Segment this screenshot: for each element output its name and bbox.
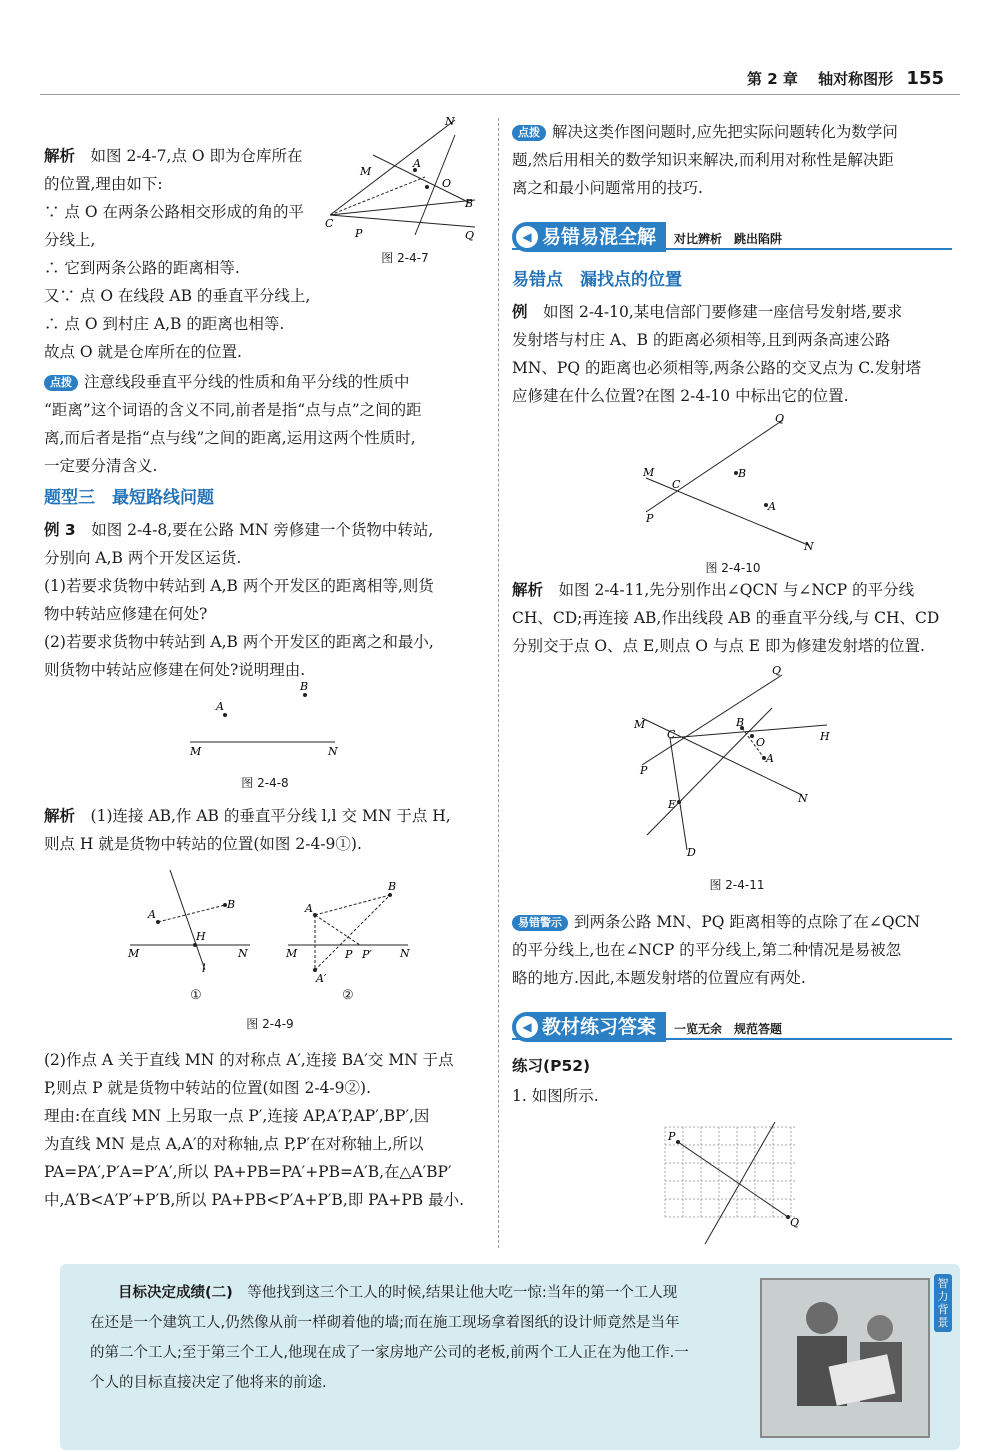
footer-text bbox=[90, 1278, 810, 1398]
header-divider bbox=[40, 94, 960, 95]
banner-answers bbox=[512, 1012, 952, 1042]
banner-text: 易错易混全解 bbox=[542, 226, 657, 248]
banner-subtitle: 对比辨析 跳出陷阱 bbox=[674, 232, 783, 246]
svg-text:M: M bbox=[634, 718, 646, 731]
svg-text:N: N bbox=[804, 540, 814, 553]
figure-2-4-7-drawing bbox=[325, 115, 485, 245]
svg-text:Q: Q bbox=[465, 229, 475, 242]
text-line: 发射塔与村庄 A、B 的距离必须相等,且到两条高速公路 bbox=[512, 331, 891, 349]
svg-text:N: N bbox=[798, 792, 808, 805]
svg-text:M: M bbox=[190, 745, 202, 758]
tip-1 bbox=[44, 368, 484, 480]
banner-mistakes bbox=[512, 222, 952, 252]
text-line: P,则点 P 就是货物中转站的位置(如图 2-4-9②). bbox=[44, 1079, 372, 1097]
grid-figure bbox=[660, 1122, 810, 1247]
banner-text: 教材练习答案 bbox=[542, 1016, 657, 1038]
text-line: (2)若要求货物中转站到 A,B 两个开发区的距离之和最小, bbox=[44, 633, 434, 651]
figure-2-4-9 bbox=[120, 860, 420, 1035]
analysis-1 bbox=[44, 142, 334, 366]
svg-text:H: H bbox=[196, 930, 206, 943]
svg-text:E: E bbox=[668, 798, 677, 811]
text-line: 又∵ 点 O 在线段 AB 的垂直平分线上, bbox=[44, 287, 311, 305]
text-line: 到两条公路 MN、PQ 距离相等的点除了在∠QCN bbox=[574, 913, 921, 931]
tip-2 bbox=[512, 118, 952, 202]
text-line: 理由:在直线 MN 上另取一点 P′,连接 AP,A′P,AP′,BP′,因 bbox=[44, 1107, 430, 1125]
text-line: 的位置,理由如下: bbox=[44, 175, 163, 193]
svg-text:P: P bbox=[646, 512, 654, 525]
svg-text:B: B bbox=[465, 197, 474, 210]
banner-subtitle: 一览无余 规范答题 bbox=[674, 1022, 783, 1036]
workers-illustration-drawing bbox=[762, 1280, 928, 1436]
text-line: (2)作点 A 关于直线 MN 的对称点 A′,连接 BA′交 MN 于点 bbox=[44, 1051, 454, 1069]
sub-caption-2: ② bbox=[342, 988, 354, 1003]
example-4 bbox=[512, 298, 952, 410]
figure-2-4-11 bbox=[632, 660, 842, 890]
svg-text:P: P bbox=[640, 764, 648, 777]
warning bbox=[512, 908, 952, 992]
figure-2-4-11-drawing bbox=[632, 660, 842, 860]
svg-text:l: l bbox=[202, 962, 206, 975]
svg-text:Q: Q bbox=[790, 1216, 800, 1229]
figure-caption: 图 2-4-9 bbox=[246, 1017, 294, 1031]
text-line: 分别向 A,B 两个开发区运货. bbox=[44, 549, 242, 567]
mistake-title: 易错点 漏找点的位置 bbox=[512, 270, 682, 290]
svg-text:Q: Q bbox=[775, 412, 785, 425]
svg-text:C: C bbox=[325, 217, 334, 230]
footer-title: 目标决定成绩(二) bbox=[118, 1285, 233, 1301]
text-line: PA=PA′,P′A=P′A′,所以 PA+PB=PA′+PB=A′B,在△A′BP′ bbox=[44, 1163, 452, 1181]
figure-2-4-8 bbox=[180, 680, 350, 790]
svg-text:P′: P′ bbox=[362, 948, 372, 961]
svg-text:N: N bbox=[400, 947, 410, 960]
figure-caption: 图 2-4-11 bbox=[709, 878, 765, 892]
svg-text:A: A bbox=[148, 908, 156, 921]
warning-badge: 易错警示 bbox=[512, 915, 568, 931]
text-line: ∵ 点 O 在两条公路相交形成的角的平 bbox=[44, 203, 304, 221]
banner-label bbox=[512, 1012, 666, 1042]
figure-2-4-10 bbox=[638, 410, 828, 575]
text-line: 注意线段垂直平分线的性质和角平分线的性质中 bbox=[84, 373, 410, 391]
analysis-2 bbox=[44, 802, 484, 858]
example-label: 例 bbox=[512, 303, 528, 321]
svg-text:N: N bbox=[328, 745, 338, 758]
column-divider bbox=[498, 118, 499, 1248]
svg-text:A′: A′ bbox=[316, 972, 327, 985]
text-line: 为直线 MN 是点 A,A′的对称轴,点 P,P′在对称轴上,所以 bbox=[44, 1135, 424, 1153]
text-line: 如图 2-4-7,点 O 即为仓库所在 bbox=[90, 147, 303, 165]
analysis-4 bbox=[512, 576, 952, 660]
svg-text:B: B bbox=[738, 467, 747, 480]
figure-caption: 图 2-4-8 bbox=[241, 776, 289, 790]
text-line: 应修建在什么位置?在图 2-4-10 中标出它的位置. bbox=[512, 387, 849, 405]
text-line: CH、CD;再连接 AB,作出线段 AB 的垂直平分线,与 CH、CD bbox=[512, 609, 940, 627]
text-line: 如图 2-4-11,先分别作出∠QCN 与∠NCP 的平分线 bbox=[558, 581, 915, 599]
side-tag: 智力背景 bbox=[934, 1274, 952, 1332]
text-line: “距离”这个词语的含义不同,前者是指“点与点”之间的距 bbox=[44, 401, 422, 419]
svg-text:A: A bbox=[768, 500, 776, 513]
tip-badge: 点拨 bbox=[44, 375, 78, 391]
megaphone-icon: ◀ bbox=[516, 226, 538, 248]
banner-label bbox=[512, 222, 666, 252]
text-line: 分别交于点 O、点 E,则点 O 与点 E 即为修建发射塔的位置. bbox=[512, 637, 925, 655]
question-1: 1. 如图所示. bbox=[512, 1087, 599, 1105]
grid-figure-drawing bbox=[660, 1122, 810, 1247]
figure-2-4-10-drawing bbox=[638, 410, 828, 555]
svg-text:B: B bbox=[736, 716, 745, 729]
svg-text:N: N bbox=[238, 947, 248, 960]
text-line: 解决这类作图问题时,应先把实际问题转化为数学问 bbox=[552, 123, 898, 141]
svg-text:H: H bbox=[820, 730, 830, 743]
analysis-label: 解析 bbox=[44, 807, 76, 825]
svg-text:O: O bbox=[442, 177, 452, 190]
practice-title: 练习(P52) bbox=[512, 1057, 591, 1075]
svg-text:P: P bbox=[355, 227, 363, 240]
figure-2-4-7 bbox=[325, 115, 485, 270]
megaphone-icon: ◀ bbox=[516, 1016, 538, 1038]
text-line: 则点 H 就是货物中转站的位置(如图 2-4-9①). bbox=[44, 835, 362, 853]
svg-text:O: O bbox=[756, 736, 766, 749]
example-3 bbox=[44, 516, 484, 684]
svg-text:A: A bbox=[766, 752, 774, 765]
svg-text:M: M bbox=[643, 466, 655, 479]
page-number: 155 bbox=[906, 68, 944, 89]
text-line: 离之和最小问题常用的技巧. bbox=[512, 179, 703, 197]
text-line: 物中转站应修建在何处? bbox=[44, 605, 208, 623]
svg-text:B: B bbox=[388, 880, 397, 893]
text-line: 略的地方.因此,本题发射塔的位置应有两处. bbox=[512, 969, 806, 987]
svg-text:M: M bbox=[128, 947, 140, 960]
text-line: 等他找到这三个工人的时候,结果让他大吃一惊:当年的第一个工人现 bbox=[247, 1285, 678, 1301]
text-line: 个人的目标直接决定了他将来的前途. bbox=[90, 1375, 327, 1391]
figure-caption: 图 2-4-7 bbox=[381, 251, 429, 265]
text-line: 则货物中转站应修建在何处?说明理由. bbox=[44, 661, 306, 679]
text-line: 分线上, bbox=[44, 231, 96, 249]
svg-text:Q: Q bbox=[772, 664, 782, 677]
svg-text:C: C bbox=[667, 728, 676, 741]
svg-text:P: P bbox=[668, 1130, 676, 1143]
svg-text:A: A bbox=[305, 902, 313, 915]
svg-text:N: N bbox=[445, 115, 455, 128]
page-header bbox=[747, 68, 944, 89]
svg-text:B: B bbox=[227, 898, 236, 911]
analysis-label: 解析 bbox=[512, 581, 544, 599]
svg-text:C: C bbox=[672, 478, 681, 491]
text-line: 离,而后者是指“点与线”之间的距离,运用这两个性质时, bbox=[44, 429, 416, 447]
text-line: 中,A′B<A′P′+P′B,所以 PA+PB<P′A+P′B,即 PA+PB 最小. bbox=[44, 1191, 465, 1209]
tip-badge: 点拨 bbox=[512, 125, 546, 141]
text-line: 一定要分清含义. bbox=[44, 457, 158, 475]
svg-text:B: B bbox=[300, 680, 309, 693]
text-line: 的第二个工人;至于第三个工人,他现在成了一家房地产公司的老板,前两个工人正在为他工作.一 bbox=[90, 1345, 689, 1361]
chapter-label: 第 2 章 bbox=[747, 70, 798, 88]
text-line: 故点 O 就是仓库所在的位置. bbox=[44, 343, 242, 361]
text-line: ∴ 它到两条公路的距离相等. bbox=[44, 259, 240, 277]
text-line: (1)若要求货物中转站到 A,B 两个开发区的距离相等,则货 bbox=[44, 577, 434, 595]
figure-caption: 图 2-4-10 bbox=[705, 561, 761, 575]
text-line: 题,然后用相关的数学知识来解决,而利用对称性是解决距 bbox=[512, 151, 894, 169]
figure-2-4-9-drawing bbox=[120, 860, 420, 1005]
svg-text:P: P bbox=[345, 948, 353, 961]
text-line: 的平分线上,也在∠NCP 的平分线上,第二种情况是易被忽 bbox=[512, 941, 902, 959]
analysis-3 bbox=[44, 1046, 489, 1214]
text-line: 如图 2-4-8,要在公路 MN 旁修建一个货物中转站, bbox=[91, 521, 434, 539]
example-label: 例 3 bbox=[44, 521, 76, 539]
svg-text:A: A bbox=[413, 157, 421, 170]
text-line: 在还是一个建筑工人,仍然像从前一样砌着他的墙;而在施工现场拿着图纸的设计师竟然是当年 bbox=[90, 1315, 680, 1331]
analysis-label: 解析 bbox=[44, 147, 76, 165]
svg-text:D: D bbox=[687, 846, 696, 859]
workers-illustration bbox=[760, 1278, 930, 1438]
svg-text:A: A bbox=[216, 700, 224, 713]
figure-2-4-8-drawing bbox=[180, 680, 350, 760]
text-line: (1)连接 AB,作 AB 的垂直平分线 l,l 交 MN 于点 H, bbox=[90, 807, 451, 825]
sub-caption-1: ① bbox=[190, 988, 202, 1003]
section-title: 题型三 最短路线问题 bbox=[44, 488, 214, 508]
text-line: ∴ 点 O 到村庄 A,B 的距离也相等. bbox=[44, 315, 285, 333]
text-line: 如图 2-4-10,某电信部门要修建一座信号发射塔,要求 bbox=[543, 303, 903, 321]
footer-story bbox=[60, 1264, 960, 1450]
chapter-title: 轴对称图形 bbox=[818, 70, 894, 88]
svg-text:M: M bbox=[286, 947, 298, 960]
svg-text:M: M bbox=[360, 165, 372, 178]
text-line: MN、PQ 的距离也必须相等,两条公路的交叉点为 C.发射塔 bbox=[512, 359, 922, 377]
